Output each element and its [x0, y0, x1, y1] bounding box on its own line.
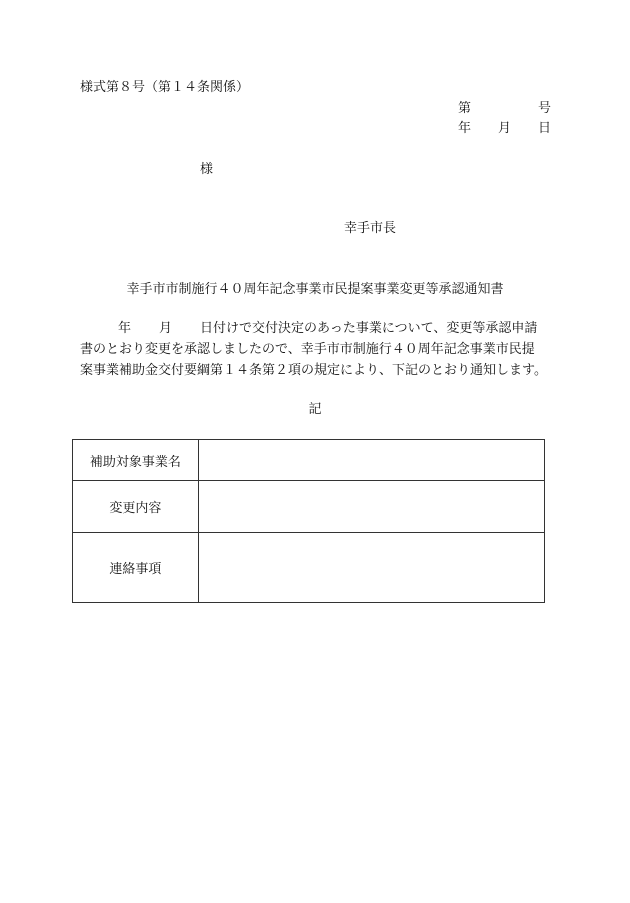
- table-row: [73, 440, 545, 481]
- body-line-2: 書のとおり変更を承認しましたので、幸手市市制施行４０周年記念事業市民提: [80, 342, 535, 357]
- issuer-name: 幸手市長: [344, 221, 397, 236]
- table-row: [73, 481, 545, 533]
- table-row: [73, 533, 545, 603]
- change-details-label: 変更内容: [73, 481, 199, 533]
- date-day-label: 日: [538, 121, 552, 136]
- date-year-label: 年: [458, 121, 472, 136]
- form-number-label: 様式第８号（第１４条関係）: [80, 80, 250, 95]
- notes-field[interactable]: [198, 533, 544, 603]
- body-line-3: 案事業補助金交付要綱第１４条第２項の規定により、下記のとおり通知します。: [80, 363, 547, 378]
- body-month-label: 月: [159, 321, 173, 336]
- body-line-1-text: 日付けで交付決定のあった事業について、変更等承認申請: [200, 321, 538, 336]
- body-year-label: 年: [118, 321, 132, 336]
- project-name-field[interactable]: [198, 440, 544, 481]
- document-number-suffix: 号: [538, 101, 552, 116]
- document-title: 幸手市市制施行４０周年記念事業市民提案事業変更等承認通知書: [126, 282, 504, 297]
- ki-heading: 記: [308, 402, 322, 417]
- details-table: [72, 439, 545, 603]
- document-number-prefix: 第: [458, 101, 472, 116]
- change-details-field[interactable]: [198, 481, 544, 533]
- addressee-honorific: 様: [200, 162, 214, 177]
- project-name-label: 補助対象事業名: [73, 440, 199, 481]
- notes-label: 連絡事項: [73, 533, 199, 603]
- date-month-label: 月: [498, 121, 512, 136]
